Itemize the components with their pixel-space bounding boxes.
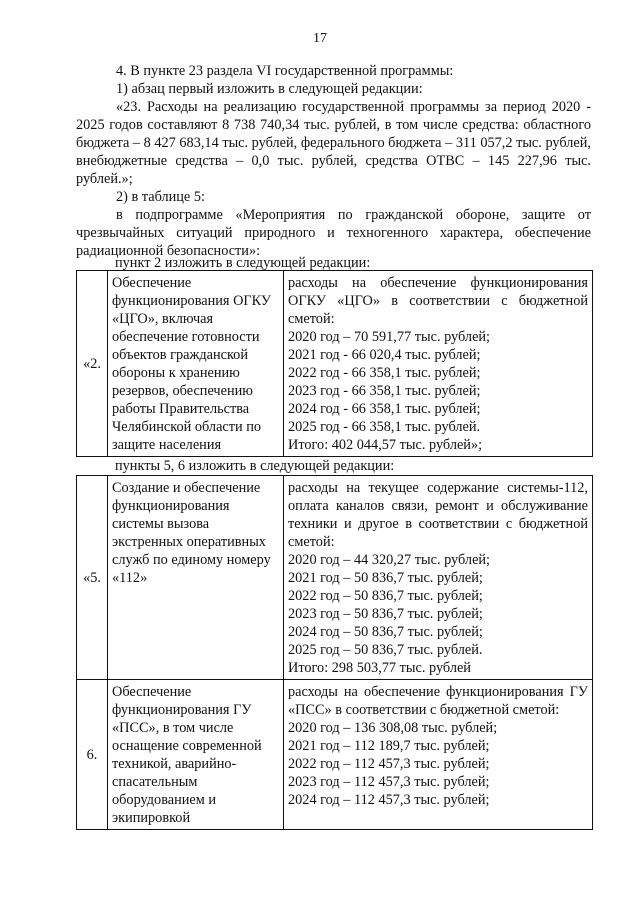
row-description: Создание и обеспечение функционирования системы вызова экстренных оперативных служб по единому номеру «112» — [108, 476, 284, 680]
body-text — [76, 62, 591, 260]
expense-line: 2025 год – 50 836,7 тыс. рублей. — [288, 642, 483, 658]
expenses-header: расходы на обеспечение функционирования ГУ «ПСС» в соответствии с бюджетной сметой: — [288, 684, 588, 718]
row-description: Обеспечение функционирования ГУ «ПСС», в том числе оснащение современной техникой, аварийно-спасательным оборудованием и экипировкой — [108, 680, 284, 830]
table-items-5-6 — [76, 475, 593, 830]
expense-line: 2021 год - 66 020,4 тыс. рублей; — [288, 347, 481, 363]
expense-line: 2021 год – 50 836,7 тыс. рублей; — [288, 570, 483, 586]
paragraph-quote-23: «23. Расходы на реализацию государственной программы за период 2020 - 2025 годов составляют 8 738 740,34 тыс. рублей, в том числе средства: областного бюджета – 8 427 683,14 тыс. рублей, федерального бюджета – 311 057,2 тыс. рублей, внебюджетные средства – 0,0 тыс. рублей, средства ОТВС – 145 227,96 тыс. рублей.»; — [76, 99, 591, 187]
intro-item-2: пункт 2 изложить в следующей редакции: — [115, 255, 371, 271]
expenses-header: расходы на обеспечение функционирования ОГКУ «ЦГО» в соответствии с бюджетной сметой: — [288, 275, 588, 327]
expense-line: 2020 год – 44 320,27 тыс. рублей; — [288, 552, 491, 568]
expense-line: 2022 год – 112 457,3 тыс. рублей; — [288, 756, 490, 772]
expense-total: Итого: 402 044,57 тыс. рублей»; — [288, 437, 483, 453]
expense-line: 2023 год – 112 457,3 тыс. рублей; — [288, 774, 490, 790]
expense-line: 2022 год – 50 836,7 тыс. рублей; — [288, 588, 483, 604]
expense-line: 2022 год - 66 358,1 тыс. рублей; — [288, 365, 481, 381]
row-description: Обеспечение функционирования ОГКУ «ЦГО», включая обеспечение готовности объектов гражданской обороны к хранению резервов, обеспечению работы Правительства Челябинской области по защите населения — [108, 271, 284, 457]
paragraph-subitem-2: 2) в таблице 5: — [116, 189, 205, 205]
expense-line: 2020 год – 70 591,77 тыс. рублей; — [288, 329, 491, 345]
expense-line: 2020 год – 136 308,08 тыс. рублей; — [288, 720, 498, 736]
row-number: «2. — [77, 271, 108, 457]
expense-line: 2023 год - 66 358,1 тыс. рублей; — [288, 383, 481, 399]
expense-line: 2025 год - 66 358,1 тыс. рублей. — [288, 419, 481, 435]
table-item-2 — [76, 270, 593, 457]
expenses-header: расходы на текущее содержание системы-112, оплата каналов связи, ремонт и обслуживание техники и другое в соответствии с бюджетной сметой: — [288, 480, 588, 550]
page-number: 17 — [313, 31, 327, 46]
paragraph-subitem-1: 1) абзац первый изложить в следующей редакции: — [116, 81, 423, 97]
expense-line: 2024 год – 112 457,3 тыс. рублей; — [288, 792, 490, 808]
paragraph-item-4: 4. В пункте 23 раздела VI государственной программы: — [116, 63, 454, 79]
table-row — [77, 271, 593, 457]
expense-line: 2024 год – 50 836,7 тыс. рублей; — [288, 624, 483, 640]
row-number: «5. — [77, 476, 108, 680]
row-number: 6. — [77, 680, 108, 830]
paragraph-subprogram: в подпрограмме «Мероприятия по гражданской обороне, защите от чрезвычайных ситуаций природного и техногенного характера, обеспечение радиационной безопасности»: — [76, 207, 591, 259]
expense-total: Итого: 298 503,77 тыс. рублей — [288, 660, 471, 676]
row-expenses — [284, 476, 593, 680]
table-row — [77, 680, 593, 830]
expense-line: 2023 год – 50 836,7 тыс. рублей; — [288, 606, 483, 622]
intro-items-5-6: пункты 5, 6 изложить в следующей редакции: — [115, 458, 395, 474]
row-expenses — [284, 271, 593, 457]
expense-line: 2021 год – 112 189,7 тыс. рублей; — [288, 738, 490, 754]
row-expenses — [284, 680, 593, 830]
expense-line: 2024 год - 66 358,1 тыс. рублей; — [288, 401, 481, 417]
table-row — [77, 476, 593, 680]
